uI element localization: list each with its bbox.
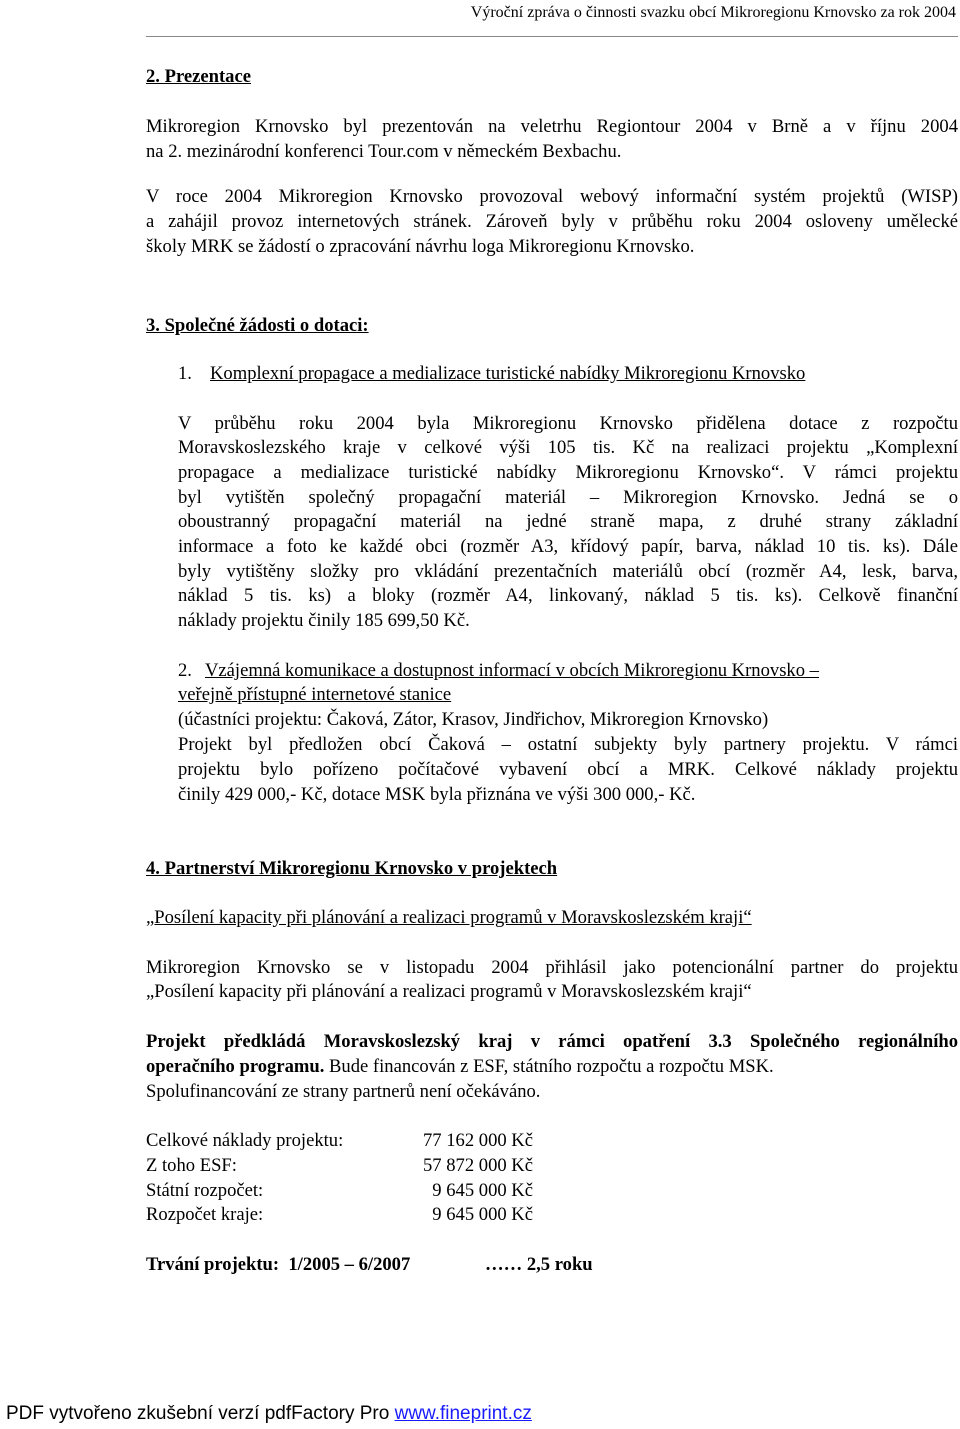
pdf-footer	[6, 1403, 532, 1425]
item-1-line-6: informace a foto ke každé obci (rozměr A3, křídový papír, barva, náklad 10 tis. ks). Dále	[178, 536, 958, 557]
header-rule	[146, 36, 958, 37]
item-2-line-3: projektu bylo pořízeno počítačové vybavení obcí a MRK. Celkové náklady projektu	[178, 759, 958, 780]
section-4-paragraph-1-line-1: Mikroregion Krnovsko se v listopadu 2004 přihlásil jako potencionální partner do projektu	[146, 957, 958, 978]
item-2-participants: (účastníci projektu: Čaková, Zátor, Krasov, Jindřichov, Mikroregion Krnovsko)	[178, 709, 769, 730]
duration-value: …… 2,5 roku	[485, 1254, 593, 1275]
cost-value-esf: 57 872 000 Kč	[422, 1155, 533, 1176]
item-1-line-5: oboustranný propagační materiál na jedné straně mapa, z druhé strany základní	[178, 511, 958, 532]
item-1-line-2: Moravskoslezského kraje v celkové výši 105 tis. Kč na realizaci projektu „Komplexní	[178, 437, 958, 458]
section-2-heading: 2. Prezentace	[146, 66, 251, 87]
cost-value-state: 9 645 000 Kč	[432, 1180, 533, 1201]
footer-link[interactable]: www.fineprint.cz	[394, 1403, 532, 1424]
cost-label-esf: Z toho ESF:	[146, 1155, 237, 1176]
section-4-paragraph-2-line-2	[146, 1055, 774, 1080]
operational-programme-bold: operačního programu.	[146, 1056, 325, 1077]
cost-label-total: Celkové náklady projektu:	[146, 1130, 344, 1151]
section-2-paragraph-2-line-3: školy MRK se žádostí o zpracování návrhu loga Mikroregionu Krnovsko.	[146, 236, 695, 257]
duration-label: Trvání projektu: 1/2005 – 6/2007	[146, 1254, 411, 1275]
section-4-paragraph-2-line-3: Spolufinancování ze strany partnerů není očekáváno.	[146, 1081, 541, 1102]
item-1-title: Komplexní propagace a medializace turistické nabídky Mikroregionu Krnovsko	[210, 363, 806, 384]
item-1-line-7: byly vytištěny složky pro vkládání prezentačních materiálů obcí (rozměr A4, lesk, barva,	[178, 561, 958, 582]
project-title: „Posílení kapacity při plánování a realizaci programů v Moravskoslezském kraji“	[146, 907, 752, 928]
item-2-line-4: činily 429 000,- Kč, dotace MSK byla přiznána ve výši 300 000,- Kč.	[178, 784, 696, 805]
item-2-title-line-2: veřejně přístupné internetové stanice	[178, 684, 452, 705]
cost-value-total: 77 162 000 Kč	[422, 1130, 533, 1151]
cost-value-region: 9 645 000 Kč	[432, 1204, 533, 1225]
section-4-paragraph-2-line-1: Projekt předkládá Moravskoslezský kraj v rámci opatření 3.3 Společného regionálního	[146, 1031, 958, 1052]
footer-text: PDF vytvořeno zkušební verzí pdfFactory Pro	[6, 1403, 395, 1424]
item-1-line-8: náklad 5 tis. ks) a bloky (rozměr A4, linkovaný, náklad 5 tis. ks). Celkově finanční	[178, 585, 958, 606]
section-2-paragraph-1-line-2: na 2. mezinárodní konferenci Tour.com v německém Bexbachu.	[146, 141, 622, 162]
item-2-title-line-1: Vzájemná komunikace a dostupnost informací v obcích Mikroregionu Krnovsko –	[205, 660, 819, 681]
cost-label-state: Státní rozpočet:	[146, 1180, 264, 1201]
financing-text: Bude financován z ESF, státního rozpočtu a rozpočtu MSK.	[324, 1056, 774, 1077]
item-1-line-1: V průběhu roku 2004 byla Mikroregionu Krnovsko přidělena dotace z rozpočtu	[178, 413, 958, 434]
section-2-paragraph-2-line-2: a zahájil provoz internetových stránek. Zároveň byly v průběhu roku 2004 osloveny umělecké	[146, 211, 958, 232]
section-2-paragraph-2-line-1: V roce 2004 Mikroregion Krnovsko provozoval webový informační systém projektů (WISP)	[146, 186, 958, 207]
cost-label-region: Rozpočet kraje:	[146, 1204, 264, 1225]
section-4-heading: 4. Partnerství Mikroregionu Krnovsko v projektech	[146, 858, 558, 879]
item-1-line-3: propagace a medializace turistické nabídky Mikroregionu Krnovsko“. V rámci projektu	[178, 462, 958, 483]
section-4-paragraph-1-line-2: „Posílení kapacity při plánování a realizaci programů v Moravskoslezském kraji“	[146, 981, 752, 1002]
section-2-paragraph-1-line-1: Mikroregion Krnovsko byl prezentován na veletrhu Regiontour 2004 v Brně a v říjnu 2004	[146, 116, 958, 137]
running-header: Výroční zpráva o činnosti svazku obcí Mikroregionu Krnovsko za rok 2004	[470, 4, 956, 21]
item-1-line-9: náklady projektu činily 185 699,50 Kč.	[178, 610, 470, 631]
item-1-line-4: byl vytištěn společný propagační materiál – Mikroregion Krnovsko. Jedná se o	[178, 487, 958, 508]
item-2-line-2: Projekt byl předložen obcí Čaková – ostatní subjekty byly partnery projektu. V rámci	[178, 734, 958, 755]
section-3-heading: 3. Společné žádosti o dotaci:	[146, 315, 369, 336]
item-2-number: 2.	[178, 660, 192, 681]
item-1-number: 1.	[178, 363, 192, 384]
